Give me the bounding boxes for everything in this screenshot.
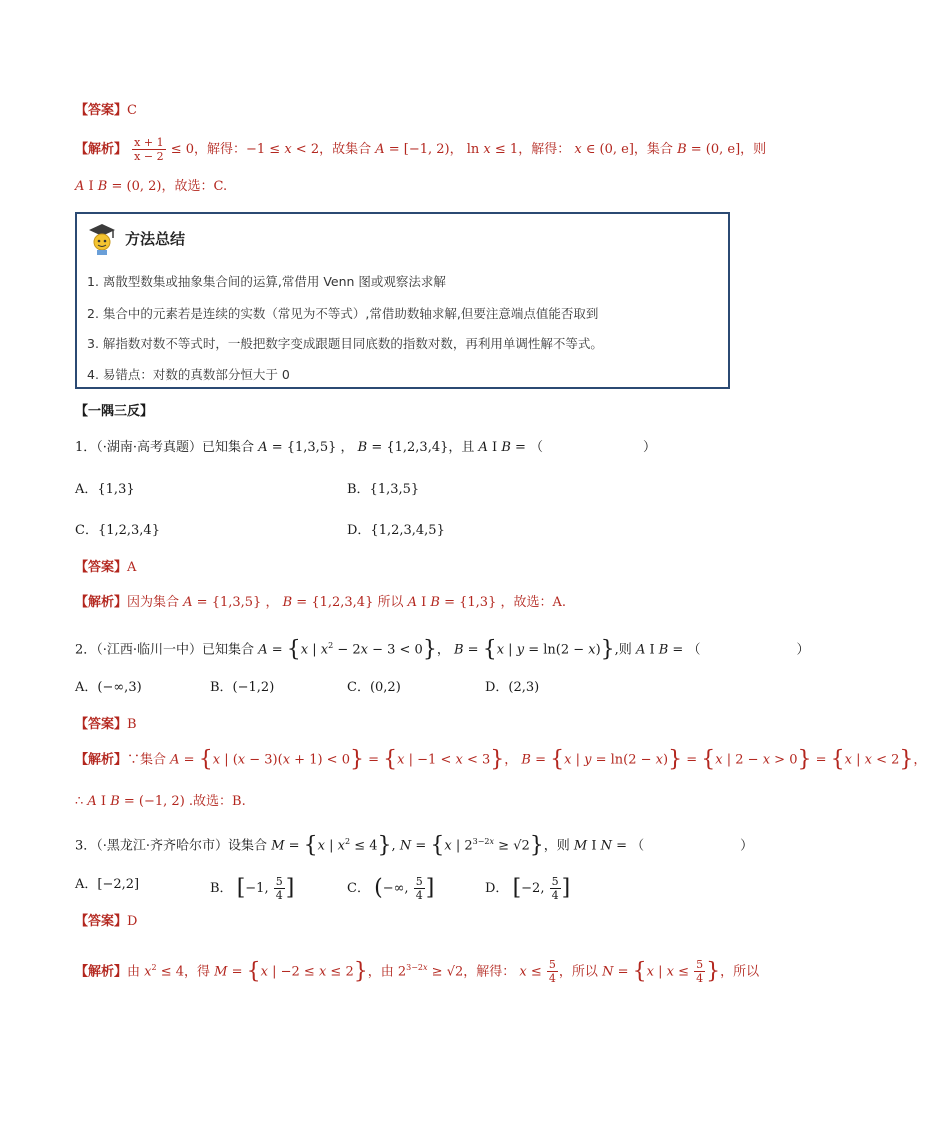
analysis-label: 【解析】 <box>75 964 128 980</box>
question-3-prefix: 3．（·黑龙江·齐齐哈尔市）设集合 <box>75 838 268 854</box>
q1-option-c: C．{1,2,3,4} <box>75 523 160 538</box>
q2-option-c: C．(0,2) <box>347 680 401 695</box>
analysis-line-2b: ∴ A I B = (−1, 2) .故选：B. <box>75 794 246 809</box>
answer-label: 【答案】 <box>75 103 128 118</box>
question-1: 1．（·湖南·高考真题）已知集合 A = {1,3,5} ， B = {1,2,3,4}，且 A I B = （ ） <box>75 440 657 455</box>
answer-line-3 <box>75 912 137 932</box>
scholar-icon <box>87 222 117 260</box>
question-1-prefix: 1．（·湖南·高考真题）已知集合 <box>75 440 255 455</box>
fraction: $\frac{x + 1}{x - 2}$ <box>134 136 164 163</box>
analysis-line-0a: 【解析】 $\frac{x + 1}{x - 2}$ ≤ 0，解得：−1 ≤ x < 2，故集合 A = [−1, 2)， ln x ≤ 1，解得： x ∈ (0, e]，集合 B = (0, e]，则 <box>75 136 767 163</box>
answer-value: B <box>127 717 137 732</box>
answer-value: D <box>127 914 138 929</box>
q2-option-a: A．(−∞,3) <box>75 680 142 695</box>
q1-option-d: D．{1,2,3,4,5} <box>347 523 445 538</box>
analysis-label: 【解析】 <box>75 752 128 768</box>
question-2-prefix: 2．（·江西·临川一中）已知集合 <box>75 642 255 658</box>
question-3: 3．（·黑龙江·齐齐哈尔市）设集合 M = {x | $x^2 \le 4$}, N = {x | $2^{3-2x} \ge √2$}，则 M I N = （ ） <box>75 832 754 858</box>
q1-option-a: A．{1,3} <box>75 482 135 497</box>
method-summary-box <box>75 212 730 389</box>
analysis-line-0b: A I B = (0, 2)，故选：C. <box>75 179 228 194</box>
answer-value: C <box>127 103 137 118</box>
q1-option-b: B．{1,3,5} <box>347 482 420 497</box>
section-title: 【一隅三反】 <box>75 404 154 419</box>
method-item-4: 4. 易错点：对数的真数部分恒大于 0 <box>87 367 290 382</box>
analysis-line-2a: 【解析】∵集合 A = {x | (x − 3)(x + 1) < 0} = {x | −1 < x < 3}， B = {x | y = ln(2 − x)} = {x | 2 − x > 0} = {x | x < 2}， <box>75 747 926 772</box>
analysis-label: 【解析】 <box>75 142 128 157</box>
answer-label: 【答案】 <box>75 914 128 929</box>
question-2: 2．（·江西·临川一中）已知集合 A = {x | $x^2 - 2x - 3 < 0$}， B = {x | y = ln(2 − x)},则 A I B = （ ） <box>75 636 810 662</box>
q3-option-d: D． [−2, $\frac{5}{4}$ ] <box>485 875 571 902</box>
answer-line-1 <box>75 558 136 578</box>
q2-option-b: B．(−1,2) <box>210 680 275 695</box>
answer-line-0 <box>75 101 137 121</box>
method-item-1: 1. 离散型数集或抽象集合间的运算,常借用 Venn 图或观察法求解 <box>87 274 446 289</box>
method-item-2: 2. 集合中的元素若是连续的实数（常见为不等式）,常借助数轴求解,但要注意端点值能否取到 <box>87 306 599 321</box>
q3-option-b: B． [−1, $\frac{5}{4}$ ] <box>210 875 295 902</box>
q2-option-d: D．(2,3) <box>485 680 540 695</box>
analysis-label: 【解析】 <box>75 595 128 610</box>
answer-label: 【答案】 <box>75 717 128 732</box>
method-item-3: 3. 解指数对数不等式时，一般把数字变成跟题目同底数的指数对数，再利用单调性解不等式。 <box>87 336 603 351</box>
answer-value: A <box>127 560 137 575</box>
q3-option-a: A．[−2,2] <box>75 877 140 892</box>
answer-line-2 <box>75 715 137 735</box>
analysis-line-1: 【解析】因为集合 A = {1,3,5} ， B = {1,2,3,4} 所以 A I B = {1,3} ，故选：A. <box>75 595 566 610</box>
analysis-line-3: 【解析】由 $x^2 \le 4$，得 M = {x | −2 ≤ x ≤ 2}，由 $2^{3-2x} \ge √2$，解得： x ≤ $\frac{5}{4}$ ，所以 N = {x | x ≤ $\frac{5}{4}$ }，所以 <box>75 958 760 986</box>
method-summary-title: 方法总结 <box>125 230 186 248</box>
q3-option-c: C． (−∞, $\frac{5}{4}$ ] <box>347 875 435 902</box>
answer-label: 【答案】 <box>75 560 128 575</box>
